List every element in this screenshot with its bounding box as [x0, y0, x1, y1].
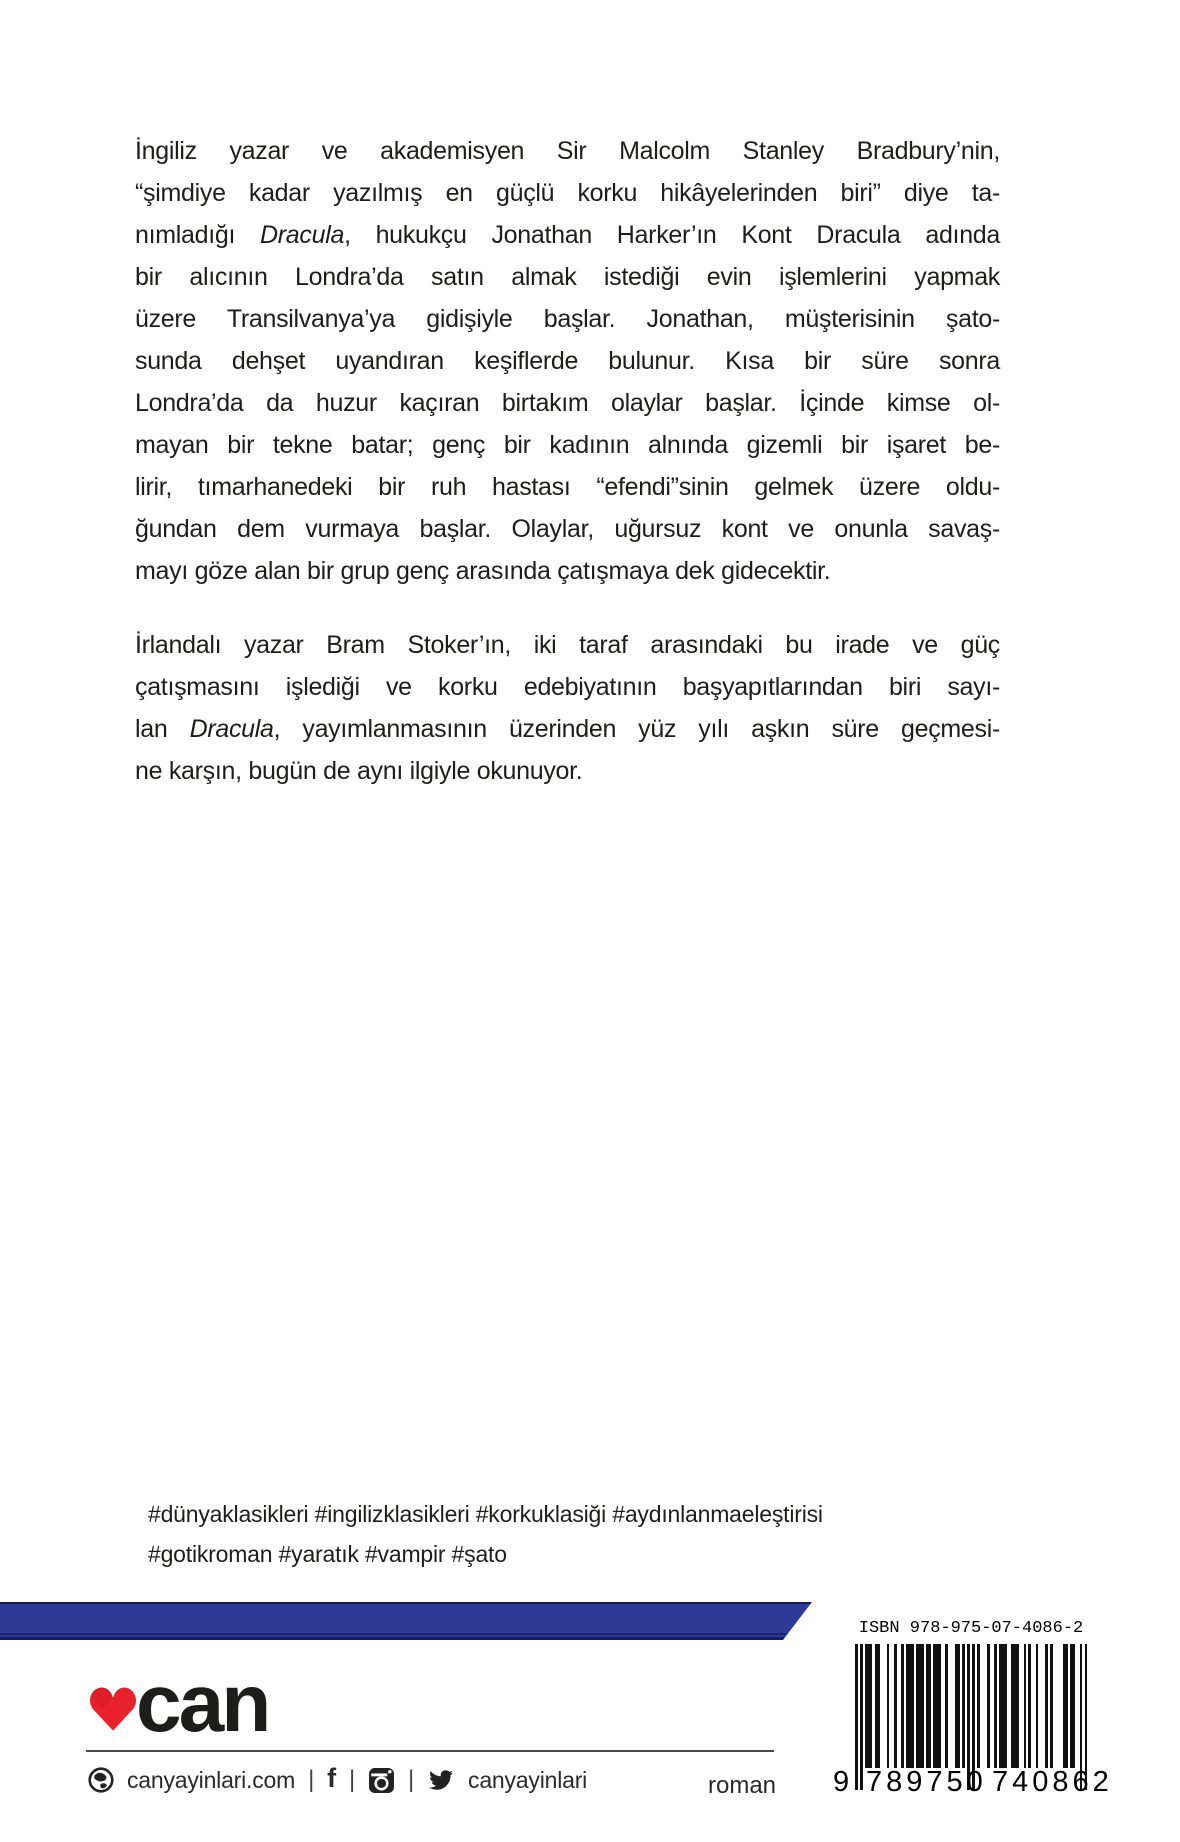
twitter-icon[interactable]	[427, 1768, 455, 1792]
publisher-wordmark: can	[136, 1658, 269, 1749]
hashtags-block	[148, 1494, 1048, 1574]
synopsis-line: nımladığı Dracula, hukukçu Jonathan Harker’ın Kont Dracula adında	[135, 221, 1001, 249]
barcode-digits-left: 789750	[866, 1766, 987, 1798]
hashtags-line-2: #gotikroman #yaratık #vampir #şato	[148, 1541, 507, 1567]
twitter-handle[interactable]: canyayinlari	[468, 1766, 588, 1793]
synopsis-paragraph-1	[135, 130, 1000, 592]
footer-divider	[86, 1750, 774, 1752]
heart-icon	[86, 1681, 140, 1735]
synopsis	[135, 130, 1000, 792]
instagram-icon[interactable]	[368, 1767, 395, 1794]
synopsis-line: ğundan dem vurmaya başlar. Olaylar, uğursuz kont ve onunla savaş-	[135, 515, 1000, 543]
separator: |	[407, 1766, 415, 1793]
hashtags-line-1: #dünyaklasikleri #ingilizklasikleri #korkuklasiği #aydınlanmaeleştirisi	[148, 1501, 823, 1527]
synopsis-line: İngiliz yazar ve akademisyen Sir Malcolm Stanley Bradbury’nin,	[135, 137, 1000, 165]
synopsis-line: Londra’da da huzur kaçıran birtakım olaylar başlar. İçinde kimse ol-	[135, 389, 1000, 417]
globe-icon[interactable]	[88, 1767, 114, 1793]
barcode-digits-right: 740862	[992, 1766, 1113, 1798]
separator: |	[348, 1766, 355, 1793]
synopsis-line: lan Dracula, yayımlanmasının üzerinden yüz yılı aşkın süre geçmesi-	[135, 715, 1001, 743]
synopsis-line: İrlandalı yazar Bram Stoker’ın, iki taraf arasındaki bu irade ve güç	[135, 631, 1000, 659]
synopsis-line: mayı göze alan bir grup genç arasında çatışmaya dek gidecektir.	[135, 557, 831, 585]
synopsis-line: çatışmasını işlediği ve korku edebiyatının başyapıtlarından biri sayı-	[135, 673, 1000, 701]
synopsis-line: üzere Transilvanya’ya gidişiyle başlar. Jonathan, müşterisinin şato-	[135, 305, 1000, 333]
synopsis-line: bir alıcının Londra’da satın almak istediği evin işlemlerini yapmak	[135, 263, 1000, 291]
social-row	[88, 1764, 587, 1796]
isbn-label: ISBN 978-975-07-4086-2	[858, 1619, 1084, 1638]
synopsis-line: mayan bir tekne batar; genç bir kadının alnında gizemli bir işaret be-	[135, 431, 1000, 459]
synopsis-line: sunda dehşet uyandıran keşiflerde bulunur. Kısa bir süre sonra	[135, 347, 1000, 375]
synopsis-line: lirir, tımarhanedeki bir ruh hastası “efendi”sinin gelmek üzere oldu-	[135, 473, 1000, 501]
barcode-digit-first: 9	[833, 1766, 850, 1798]
genre-label: roman	[708, 1772, 777, 1799]
synopsis-line: “şimdiye kadar yazılmış en güçlü korku hikâyelerinden biri” diye ta-	[135, 179, 1000, 207]
separator: |	[308, 1766, 315, 1793]
facebook-icon[interactable]: f	[327, 1762, 336, 1793]
blue-ribbon	[0, 1602, 820, 1640]
synopsis-paragraph-2	[135, 624, 1000, 792]
website-link[interactable]: canyayinlari.com	[127, 1766, 296, 1793]
synopsis-line: ne karşın, bugün de aynı ilgiyle okunuyor.	[135, 757, 583, 785]
